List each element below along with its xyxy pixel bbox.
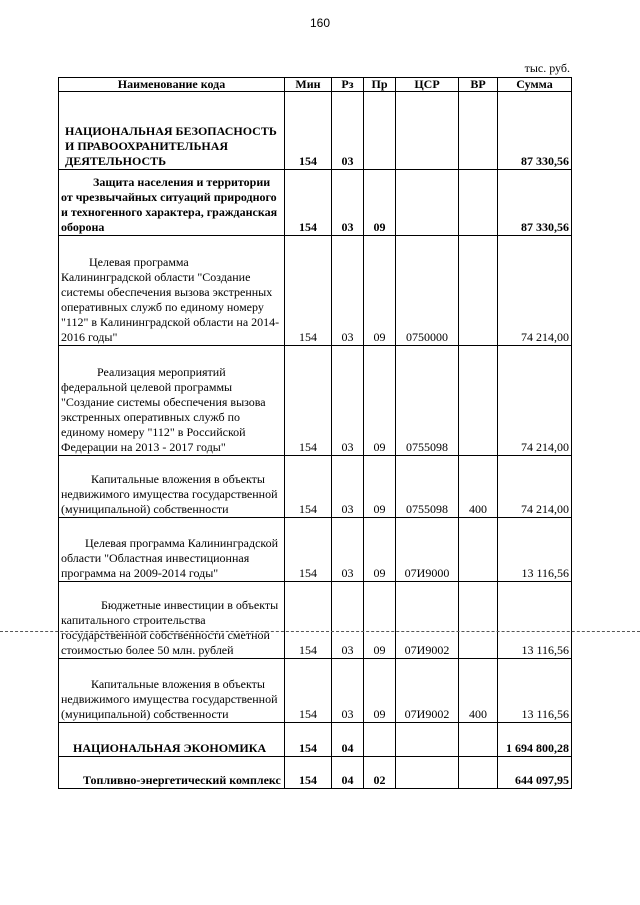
- row-pr: [364, 92, 396, 170]
- scan-dashed-line: [0, 631, 640, 632]
- row-min: 154: [285, 757, 332, 789]
- row-rz: 04: [332, 723, 364, 757]
- row-name: Защита населения и территории от чрезвычайных ситуаций природного и техногенного характера, гражданская оборона: [59, 170, 285, 236]
- row-min: 154: [285, 456, 332, 518]
- row-name: Целевая программа Калининградской области "Областная инвестиционная программа на 2009-2014 годы": [59, 518, 285, 582]
- row-csr: 07И9002: [396, 659, 459, 723]
- row-sum: 644 097,95: [498, 757, 572, 789]
- row-vr: [459, 170, 498, 236]
- row-csr: [396, 723, 459, 757]
- row-sum: 1 694 800,28: [498, 723, 572, 757]
- row-min: 154: [285, 346, 332, 456]
- header-csr: ЦСР: [396, 78, 459, 92]
- row-sum: 87 330,56: [498, 170, 572, 236]
- row-csr: [396, 92, 459, 170]
- row-name: Целевая программа Калининградской области "Создание системы обеспечения вызова экстренных оперативных служб по единому номеру "112" в Калининградской области на 2014-2016 годы": [59, 236, 285, 346]
- row-sum: 74 214,00: [498, 456, 572, 518]
- row-vr: [459, 346, 498, 456]
- row-rz: 03: [332, 456, 364, 518]
- header-rz: Рз: [332, 78, 364, 92]
- row-pr: [364, 723, 396, 757]
- row-pr: 09: [364, 456, 396, 518]
- table-row: [59, 456, 572, 518]
- row-pr: 09: [364, 659, 396, 723]
- row-sum: 13 116,56: [498, 659, 572, 723]
- table-row: [59, 92, 572, 170]
- row-rz: 03: [332, 346, 364, 456]
- row-sum: 74 214,00: [498, 346, 572, 456]
- table-row: [59, 582, 572, 659]
- row-rz: 03: [332, 92, 364, 170]
- row-sum: 74 214,00: [498, 236, 572, 346]
- unit-label: тыс. руб.: [524, 61, 570, 75]
- row-name: Капитальные вложения в объекты недвижимого имущества государственной (муниципальной) собственности: [59, 659, 285, 723]
- table-row: [59, 723, 572, 757]
- row-csr: 07И9000: [396, 518, 459, 582]
- row-sum: 13 116,56: [498, 582, 572, 659]
- row-csr: 07И9002: [396, 582, 459, 659]
- row-min: 154: [285, 723, 332, 757]
- row-rz: 03: [332, 659, 364, 723]
- row-vr: [459, 723, 498, 757]
- header-sum: Сумма: [498, 78, 572, 92]
- header-pr: Пр: [364, 78, 396, 92]
- row-csr: 0755098: [396, 346, 459, 456]
- page-number: 160: [309, 16, 331, 30]
- row-pr: 09: [364, 170, 396, 236]
- row-name: Топливно-энергетический комплекс: [59, 757, 285, 789]
- row-name: НАЦИОНАЛЬНАЯ БЕЗОПАСНОСТЬ И ПРАВООХРАНИТЕЛЬНАЯ ДЕЯТЕЛЬНОСТЬ: [59, 92, 285, 170]
- row-rz: 03: [332, 236, 364, 346]
- row-vr: [459, 582, 498, 659]
- row-rz: 03: [332, 518, 364, 582]
- row-min: 154: [285, 582, 332, 659]
- row-csr: [396, 757, 459, 789]
- table-row: [59, 659, 572, 723]
- row-min: 154: [285, 518, 332, 582]
- table-row: [59, 236, 572, 346]
- row-vr: [459, 236, 498, 346]
- row-csr: [396, 170, 459, 236]
- row-name: Реализация мероприятий федеральной целевой программы "Создание системы обеспечения вызова экстренных оперативных служб по единому номеру "112" в Российской Федерации на 2013 - 2017 годы": [59, 346, 285, 456]
- row-vr: 400: [459, 659, 498, 723]
- row-name: Капитальные вложения в объекты недвижимого имущества государственной (муниципальной) собственности: [59, 456, 285, 518]
- row-rz: 03: [332, 582, 364, 659]
- row-sum: 13 116,56: [498, 518, 572, 582]
- header-vr: ВР: [459, 78, 498, 92]
- budget-table: [58, 77, 572, 789]
- row-pr: 09: [364, 518, 396, 582]
- header-min: Мин: [285, 78, 332, 92]
- row-name: Бюджетные инвестиции в объекты капитального строительства государственной собственности сметной стоимостью более 50 млн. рублей: [59, 582, 285, 659]
- row-min: 154: [285, 92, 332, 170]
- row-name: НАЦИОНАЛЬНАЯ ЭКОНОМИКА: [59, 723, 285, 757]
- row-vr: [459, 757, 498, 789]
- row-min: 154: [285, 236, 332, 346]
- row-csr: 0750000: [396, 236, 459, 346]
- table-row: [59, 518, 572, 582]
- table-header-row: [59, 78, 572, 92]
- row-vr: [459, 92, 498, 170]
- row-rz: 03: [332, 170, 364, 236]
- row-pr: 09: [364, 236, 396, 346]
- row-min: 154: [285, 170, 332, 236]
- row-min: 154: [285, 659, 332, 723]
- row-rz: 04: [332, 757, 364, 789]
- table-row: [59, 170, 572, 236]
- row-vr: [459, 518, 498, 582]
- table-row: [59, 346, 572, 456]
- row-vr: 400: [459, 456, 498, 518]
- header-name: Наименование кода: [59, 78, 285, 92]
- table-row: [59, 757, 572, 789]
- row-csr: 0755098: [396, 456, 459, 518]
- row-pr: 09: [364, 346, 396, 456]
- row-pr: 02: [364, 757, 396, 789]
- row-sum: 87 330,56: [498, 92, 572, 170]
- row-pr: 09: [364, 582, 396, 659]
